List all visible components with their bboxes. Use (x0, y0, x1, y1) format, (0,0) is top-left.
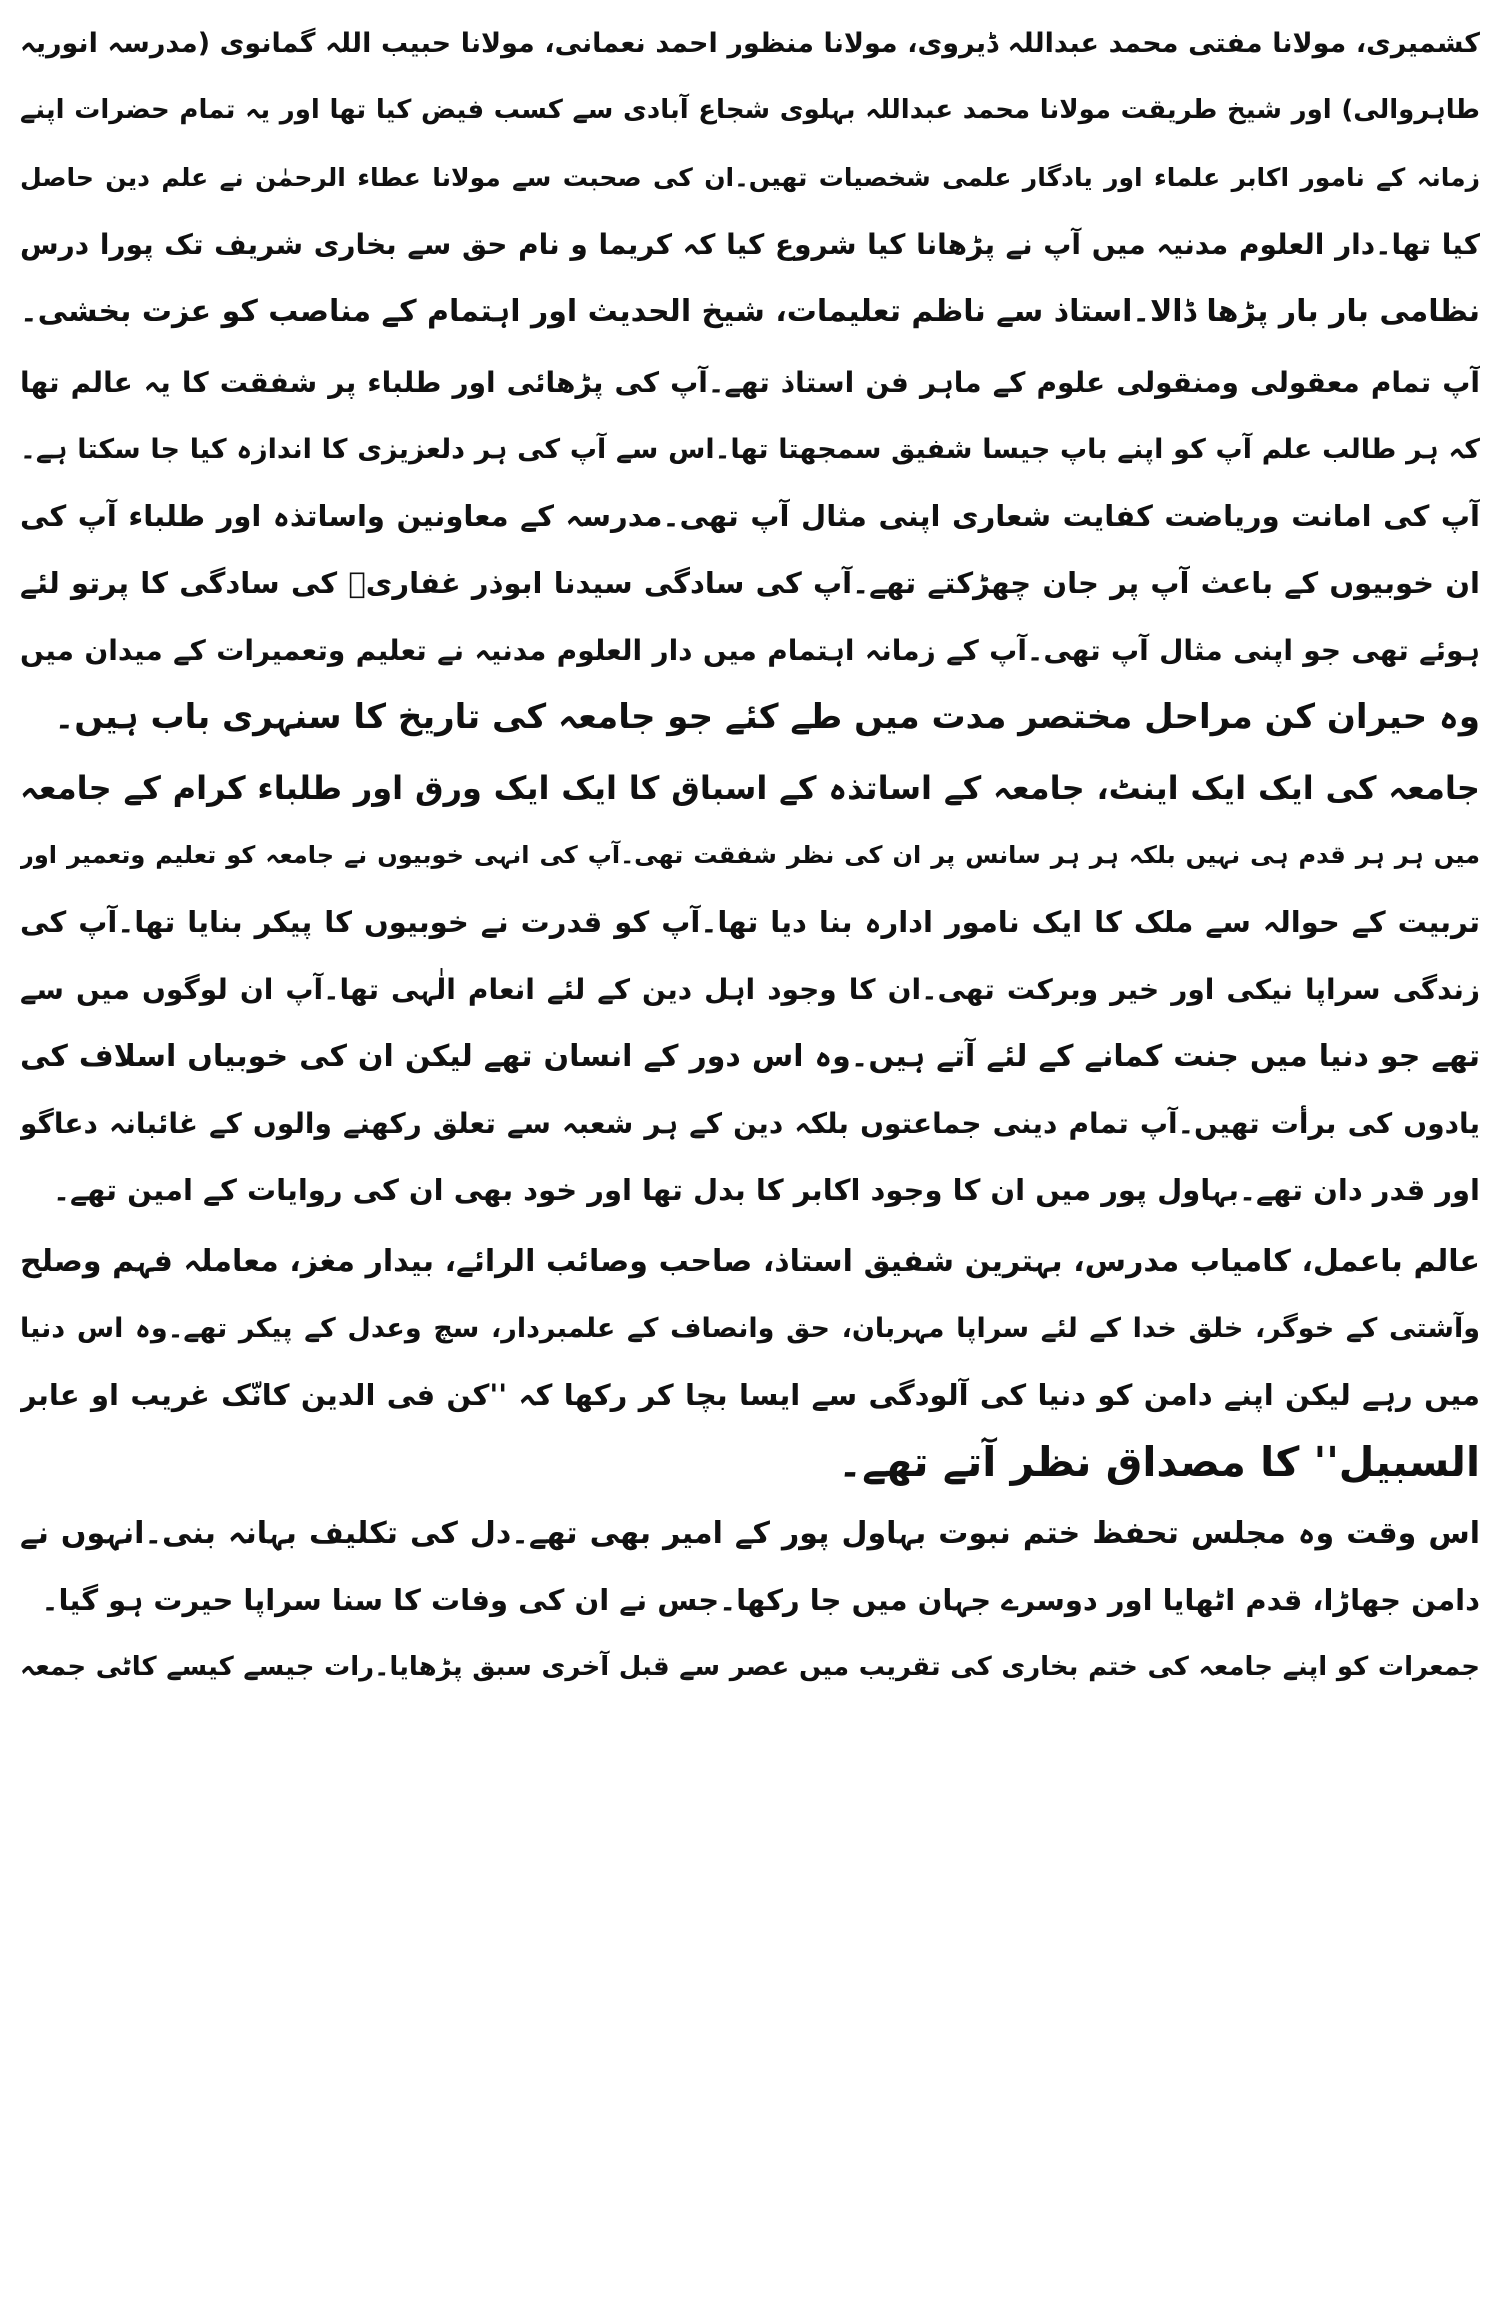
text-line: وہ حیران کن مراحل مختصر مدت میں طے کئے جو جامعہ کی تاریخ کا سنہری باب ہیں۔ (54, 697, 1480, 737)
text-line: جمعرات کو اپنے جامعہ کی ختم بخاری کی تقریب میں عصر سے قبل آخری سبق پڑھایا۔رات جیسے کیسے کاٹی جمعہ (20, 1652, 1480, 1682)
paragraph-4 (20, 1228, 1480, 1496)
text-line: کشمیری، مولانا مفتی محمد عبداللہ ڈیروی، مولانا منظور احمد نعمانی، مولانا حبیب اللہ گمانوی (مدرسہ انوریہ (20, 28, 1480, 59)
text-line: تربیت کے حوالہ سے ملک کا ایک نامور ادارہ بنا دیا تھا۔آپ کو قدرت نے خوبیوں کا پیکر بنایا تھا۔آپ کی (20, 905, 1480, 939)
text-line: میں ہر ہر قدم ہی نہیں بلکہ ہر ہر سانس پر ان کی نظر شفقت تھی۔آپ کی انہی خوبیوں نے جامعہ کو تعلیم وتعمیر اور (20, 841, 1480, 869)
text-line: زمانہ کے نامور اکابر علماء اور یادگار علمی شخصیات تھیں۔ان کی صحبت سے مولانا عطاء الرحمٰن نے علم دین حاصل (20, 163, 1480, 192)
text-line: کہ ہر طالب علم آپ کو اپنے باپ جیسا شفیق سمجھتا تھا۔اس سے آپ کی ہر دلعزیزی کا اندازہ کیا جا سکتا ہے۔ (20, 434, 1480, 465)
text-line: عالم باعمل، کامیاب مدرس، بہترین شفیق استاذ، صاحب وصائب الرائے، بیدار مغز، معاملہ فہم وصلح (20, 1244, 1480, 1279)
text-line: ان خوبیوں کے باعث آپ پر جان چھڑکتے تھے۔آپ کی سادگی سیدنا ابوذر غفاریؓ کی سادگی کا پرتو لئے (20, 566, 1480, 600)
text-line: آپ کی امانت وریاضت کفایت شعاری اپنی مثال آپ تھی۔مدرسہ کے معاونین واساتذہ اور طلباء آپ کی (20, 499, 1480, 533)
text-line: زندگی سراپا نیکی اور خیر وبرکت تھی۔ان کا وجود اہل دین کے لئے انعام الٰہی تھا۔آپ ان لوگوں میں سے (20, 973, 1480, 1006)
document-page (20, 10, 1480, 2290)
text-line: ہوئے تھی جو اپنی مثال آپ تھی۔آپ کے زمانہ اہتمام میں دار العلوم مدنیہ نے تعلیم وتعمیرات کے میدان میں (20, 634, 1480, 667)
paragraph-1 (20, 10, 1480, 345)
text-line: نظامی بار بار پڑھا ڈالا۔استاذ سے ناظم تعلیمات، شیخ الحدیث اور اہتمام کے مناصب کو عزت بخشی۔ (20, 294, 1480, 329)
text-line: آپ تمام معقولی ومنقولی علوم کے ماہر فن استاذ تھے۔آپ کی پڑھائی اور طلباء پر شفقت کا یہ عالم تھا (20, 366, 1480, 399)
text-line: میں رہے لیکن اپنے دامن کو دنیا کی آلودگی سے ایسا بچا کر رکھا کہ ''کن فی الدین کانّک غریب او عابر (20, 1378, 1480, 1412)
text-line: تھے جو دنیا میں جنت کمانے کے لئے آتے ہیں۔وہ اس دور کے انسان تھے لیکن ان کی خوبیاں اسلاف کی (20, 1039, 1480, 1074)
text-line: اس وقت وہ مجلس تحفظ ختم نبوت بہاول پور کے امیر بھی تھے۔دل کی تکلیف بہانہ بنی۔انہوں نے (20, 1516, 1480, 1551)
paragraph-5 (20, 1500, 1480, 1701)
text-line: یادوں کی برأت تھیں۔آپ تمام دینی جماعتوں بلکہ دین کے ہر شعبہ سے تعلق رکھنے والوں کے غائبانہ دعاگو (20, 1107, 1480, 1140)
text-line: طاہروالی) اور شیخ طریقت مولانا محمد عبداللہ بہلوی شجاع آبادی سے کسب فیض کیا تھا اور یہ تمام حضرات اپنے (20, 95, 1480, 125)
paragraph-2 (20, 349, 1480, 751)
paragraph-3 (20, 755, 1480, 1224)
text-line: کیا تھا۔دار العلوم مدنیہ میں آپ نے پڑھانا کیا شروع کیا کہ کریما و نام حق سے بخاری شریف تک پورا درس (20, 228, 1480, 261)
text-line: وآشتی کے خوگر، خلق خدا کے لئے سراپا مہربان، حق وانصاف کے علمبردار، سچ وعدل کے پیکر تھے۔وہ اس دنیا (20, 1313, 1480, 1344)
text-line: جامعہ کی ایک ایک اینٹ، جامعہ کے اساتذہ کے اسباق کا ایک ایک ورق اور طلباء کرام کے جامعہ (20, 769, 1480, 807)
text-line: دامن جھاڑا، قدم اٹھایا اور دوسرے جہان میں جا رکھا۔جس نے ان کی وفات کا سنا سراپا حیرت ہو گیا۔ (41, 1583, 1480, 1617)
text-line: اور قدر دان تھے۔بہاول پور میں ان کا وجود اکابر کا بدل تھا اور خود بھی ان کی روایات کے امین تھے۔ (52, 1173, 1480, 1207)
text-line: السبیل'' کا مصداق نظر آتے تھے۔ (838, 1438, 1480, 1486)
